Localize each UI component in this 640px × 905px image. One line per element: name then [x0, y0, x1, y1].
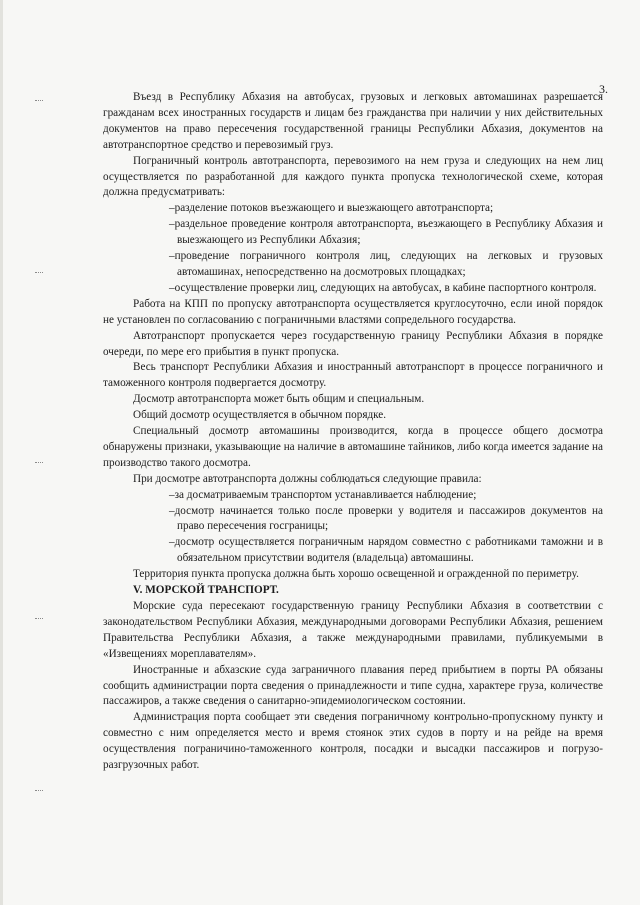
scan-mark	[35, 272, 43, 276]
paragraph: При досмотре автотранспорта должны соблюдаться следующие правила:	[133, 472, 482, 485]
paragraph: Специальный досмотр автомашины производится, когда в процессе общего досмотра обнаружены признаки, указывающие на наличие в автомашине тайников, либо когда имеется задание на производство такого досмотра.	[103, 425, 603, 469]
scan-mark	[35, 618, 43, 622]
requirements-list	[103, 201, 603, 296]
inspection-rules-list	[103, 488, 603, 568]
page-number: 3.	[599, 82, 608, 96]
section-heading: V. МОРСКОЙ ТРАНСПОРТ.	[133, 584, 279, 597]
paragraph: Досмотр автотранспорта может быть общим и специальным.	[133, 393, 425, 406]
paragraph: Въезд в Республику Абхазия на автобусах, грузовых и легковых автомашинах разрешается гражданам всех иностранных государств и лицам без гражданства при наличии у них действительных документов на право пересечения государственной границы Республики Абхазия, документов на автотранспортное средство и перевозимый груз.	[103, 91, 603, 151]
scan-mark	[35, 462, 43, 466]
paragraph: Территория пункта пропуска должна быть хорошо освещенной и огражденной по периметру.	[133, 568, 579, 581]
list-item: –проведение пограничного контроля лиц, следующих на легковых и грузовых автомашинах, непосредственно на досмотровых площадках;	[169, 250, 603, 278]
scan-mark	[35, 790, 43, 794]
paragraph: Пограничный контроль автотранспорта, перевозимого на нем груза и следующих на нем лиц осуществляется по разработанной для каждого пункта пропуска технологической схеме, которая должна предусматривать:	[103, 154, 603, 199]
paragraph: Весь транспорт Республики Абхазия и иностранный автотранспорт в процессе пограничного и таможенного контроля подвергается досмотру.	[103, 361, 603, 390]
paragraph: Общий досмотр осуществляется в обычном порядке.	[133, 409, 387, 422]
scan-mark	[35, 100, 43, 104]
scan-edge	[0, 0, 3, 905]
paragraph: Морские суда пересекают государственную границу Республики Абхазия в соответствии с законодательством Республики Абхазия, международными договорами Республики Абхазия, решением Правительства Республики Абхазия, а также международными правилами, публикуемыми в «Извещениях мореплавателям».	[103, 600, 603, 660]
list-item: –осуществление проверки лиц, следующих на автобусах, в кабине паспортного контроля.	[169, 281, 597, 294]
paragraph: Иностранные и абхазские суда заграничного плавания перед прибытием в порты РА обязаны сообщить администрации порта сведения о принадлежности и типе судна, характере груза, количестве пассажиров, а также сведения о санитарно-эпидемиологическом состоянии.	[103, 663, 603, 708]
paragraph: Автотранспорт пропускается через государственную границу Республики Абхазия в порядке очереди, по мере его прибытия в пункт пропуска.	[103, 329, 603, 358]
paragraph: Администрация порта сообщает эти сведения пограничному контрольно-пропускному пункту и совместно с ним определяется место и время стоянок этих судов в порту и на рейде на время осуществления пограничино-таможенного контроля, посадки и высадки пассажиров и погрузо-разгрузочных работ.	[103, 711, 603, 772]
list-item: –разделение потоков въезжающего и выезжающего автотранспорта;	[169, 202, 494, 215]
list-item: –раздельное проведение контроля автотранспорта, въезжающего в Республику Абхазия и выезжающего из Республики Абхазия;	[169, 218, 603, 247]
list-item: –досмотр осуществляется пограничным нарядом совместно с работниками таможни и в обязательном присутствии водителя (владельца) автомашины.	[169, 536, 603, 565]
list-item: –за досматриваемым транспортом устанавливается наблюдение;	[169, 488, 477, 501]
list-item: –досмотр начинается только после проверки у водителя и пассажиров документов на право пересечения госграницы;	[169, 504, 603, 533]
paragraph: Работа на КПП по пропуску автотранспорта осуществляется круглосуточно, если иной порядок не установлен по согласованию с пограничными властями сопредельного государства.	[103, 297, 603, 326]
document-body	[103, 90, 603, 774]
